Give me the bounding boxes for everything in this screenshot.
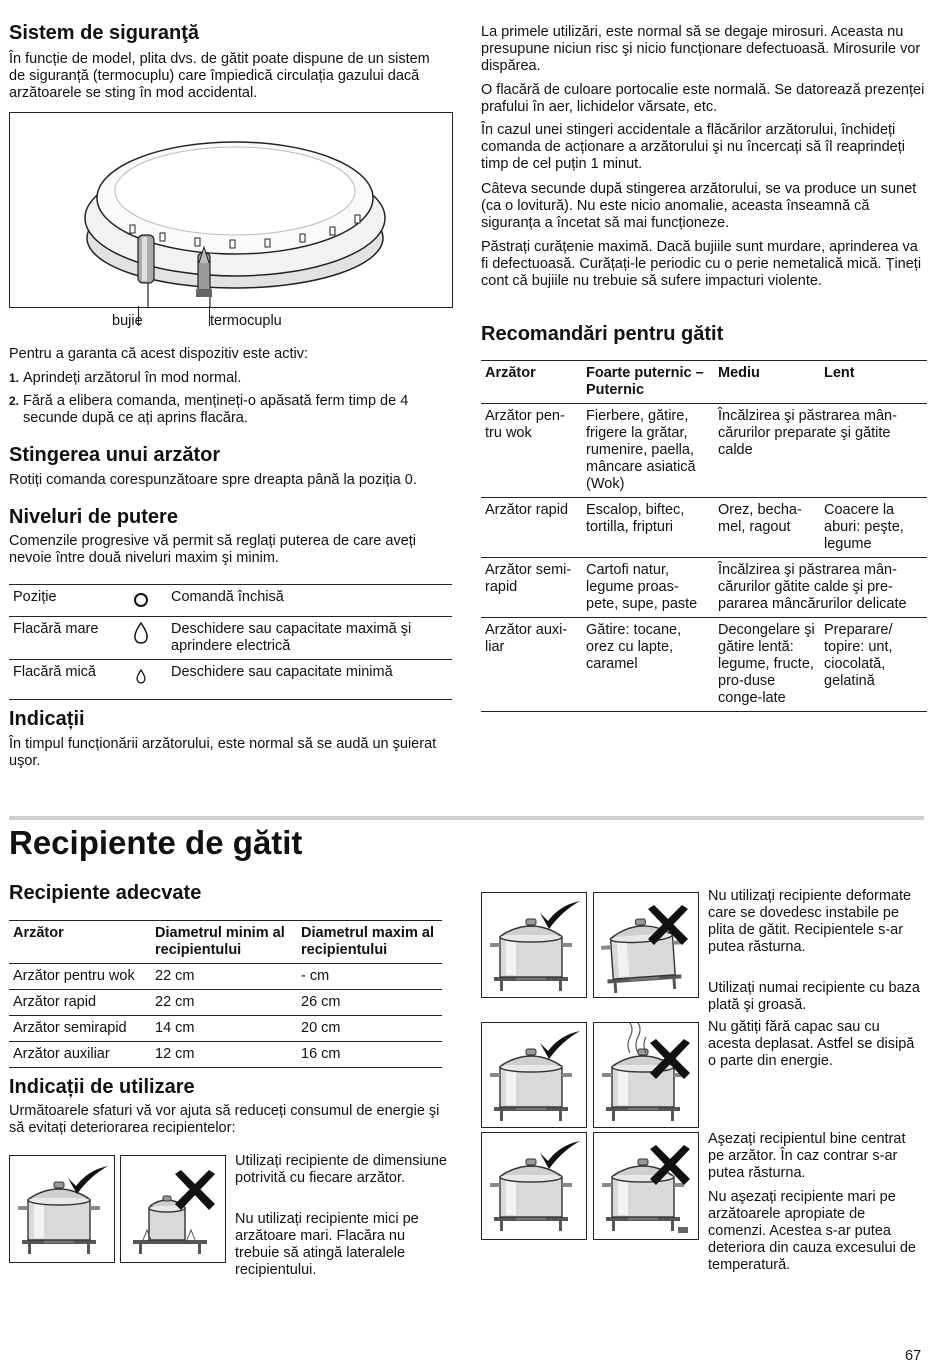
table-row: Arzător pen-tru wok Fierbere, gătire, frigere la grătar, rumenire, paella, mâncare asiatică (Wok) Încălzirea şi păstrarea mân-cărurilor preparate şi gătite calde <box>481 404 927 498</box>
label-bujie: bujie <box>112 313 143 329</box>
extinguish-heading: Stingerea unui arzător <box>9 444 221 466</box>
step-item: 2. Fără a elibera comanda, mențineți-o apăsată ferm timp de 4 secunde după ce ați aprins flacăra. <box>9 393 409 426</box>
right-paragraph: Câteva secunde după stingerea arzătorului, se va produce un sunet (ca o lovitură). Nu este nicio anomalie, aceasta înseamnă că siguranța a încetat să mai funcționeze. <box>481 181 917 231</box>
lid-on-pot-illustration <box>481 1022 587 1128</box>
tip-text: Utilizați numai recipiente cu baza plată şi groasă. <box>708 980 920 1013</box>
deformed-pot-illustration <box>593 892 699 998</box>
table-row: Arzător semirapid 14 cm 20 cm <box>9 1016 442 1042</box>
power-levels-heading: Niveluri de putere <box>9 506 178 528</box>
steps-list <box>9 370 449 433</box>
suitable-vessels-heading: Recipiente adecvate <box>9 882 202 904</box>
table-row: Arzător rapid 22 cm 26 cm <box>9 990 442 1016</box>
table-row: Arzător pentru wok 22 cm - cm <box>9 964 442 990</box>
right-paragraph: În cazul unei stingeri accidentale a flăcărilor arzătorului, închideți comanda de acționare a arzătorului şi nu încercați să îl reaprindeți timp de cel puțin 1 minut. <box>481 122 905 172</box>
table-row: Flacără mică Deschidere sau capacitate minimă <box>9 660 452 700</box>
tip-text: Nu utilizați recipiente deformate care se dovedesc instabile pe plita de gătit. Recipientele s-ar putea răsturna. <box>708 888 912 955</box>
right-paragraph: Păstrați curățenie maximă. Dacă bujiile sunt murdare, aprinderea va fi defectuoasă. Curățați-le periodic cu o perie nemetalică mică. Țineți cont că bujiile nu trebuie să sufere impacturi violente. <box>481 239 922 289</box>
table-header-row: Arzător Diametrul minim al recipientului Diametrul maxim al recipientului <box>9 921 442 964</box>
table-row: Poziție Comandă închisă <box>9 585 452 617</box>
section-divider <box>9 816 924 820</box>
off-center-pot-illustration <box>593 1132 699 1240</box>
centered-pot-illustration <box>481 1132 587 1240</box>
usage-tips-text: Următoarele sfaturi vă vor ajuta să reduceți consumul de energie şi să evitați deteriorarea recipientelor: <box>9 1103 440 1136</box>
extinguish-text: Rotiți comanda corespunzătoare spre dreapta până la poziția 0. <box>9 472 417 488</box>
burner-illustration <box>9 112 453 308</box>
large-flame-icon <box>129 617 167 660</box>
safety-system-heading: Sistem de siguranţă <box>9 22 200 44</box>
right-paragraph: La primele utilizări, este normal să se degaje mirosuri. Aceasta nu presupune niciun risc şi nicio funcționare defectuoasă. Mirosurile vor dispărea. <box>481 24 921 74</box>
label-termocuplu: termocuplu <box>210 313 282 329</box>
table-row: Flacără mare Deschidere sau capacitate maximă şi aprindere electrică <box>9 617 452 660</box>
page-number: 67 <box>905 1348 922 1364</box>
right-paragraph: O flacără de culoare portocalie este normală. Se datorează prezenței prafului în aer, lichidelor vărsate, etc. <box>481 82 925 115</box>
tip-text: Aşezați recipientul bine centrat pe arzător. În caz contrar s-ar putea răsturna. <box>708 1131 906 1181</box>
stable-pot-illustration <box>481 892 587 998</box>
tip-text: Nu utilizați recipiente mici pe arzătoare mari. Flacăra nu trebuie să atingă lateralele recipientului. <box>235 1211 419 1278</box>
table-header-row: Arzător Foarte puternic – Puternic Mediu Lent <box>481 361 927 404</box>
tip-text: Utilizați recipiente de dimensiune potrivită cu fiecare arzător. <box>235 1153 447 1186</box>
hints-heading: Indicații <box>9 708 85 730</box>
circle-off-icon <box>129 585 167 617</box>
table-row: Arzător auxiliar 12 cm 16 cm <box>9 1042 442 1068</box>
step-item: 1. Aprindeți arzătorul în mod normal. <box>9 370 242 386</box>
ensure-text: Pentru a garanta că acest dispozitiv este activ: <box>9 346 309 362</box>
small-flame-icon <box>129 660 167 700</box>
hints-text: În timpul funcționării arzătorului, este normal să se audă un şuierat uşor. <box>9 736 437 769</box>
safety-system-text: În funcție de model, plita dvs. de gătit poate dispune de un sistem de siguranță (termocuplu) care împiedică circulația gazului dacă arzătoarele se sting în mod accidental. <box>9 51 430 101</box>
small-pot-large-burner-illustration <box>120 1155 226 1263</box>
table-row: Arzător rapid Escalop, biftec, tortilla, fripturi Orez, becha-mel, ragout Coacere la aburi: peşte, legume <box>481 498 927 558</box>
table-row: Arzător semi-rapid Cartofi natur, legume proas-pete, supe, paste Încălzirea şi păstrarea mân-cărurilor gătite calde şi pre-pararea mâncărurilor delicate <box>481 558 927 618</box>
correct-size-pot-illustration <box>9 1155 115 1263</box>
tip-text: Nu gătiți fără capac sau cu acesta deplasat. Astfel se disipă o parte din energie. <box>708 1019 915 1069</box>
vessel-diameter-table <box>9 920 442 1068</box>
table-row: Arzător auxi-liar Gătire: tocane, orez cu lapte, caramel Decongelare şi gătire lentă: legume, fructe, pro-duse conge-late Preparare/ topire: unt, ciocolată, gelatină <box>481 618 927 712</box>
power-levels-table <box>9 584 452 700</box>
tip-text: Nu aşezați recipiente mari pe arzătoarele apropiate de comenzi. Acestea s-ar putea deteriora din cauza excesului de temperatură. <box>708 1189 916 1273</box>
cooking-recommendations-table <box>481 360 927 712</box>
cooking-recommendations-heading: Recomandări pentru gătit <box>481 323 724 345</box>
usage-tips-heading: Indicații de utilizare <box>9 1076 195 1098</box>
power-levels-text: Comenzile progresive vă permit să reglați puterea de care aveți nevoie între două niveluri maxim şi minim. <box>9 533 417 566</box>
cookware-heading: Recipiente de gătit <box>9 824 303 861</box>
no-lid-pot-illustration <box>593 1022 699 1128</box>
